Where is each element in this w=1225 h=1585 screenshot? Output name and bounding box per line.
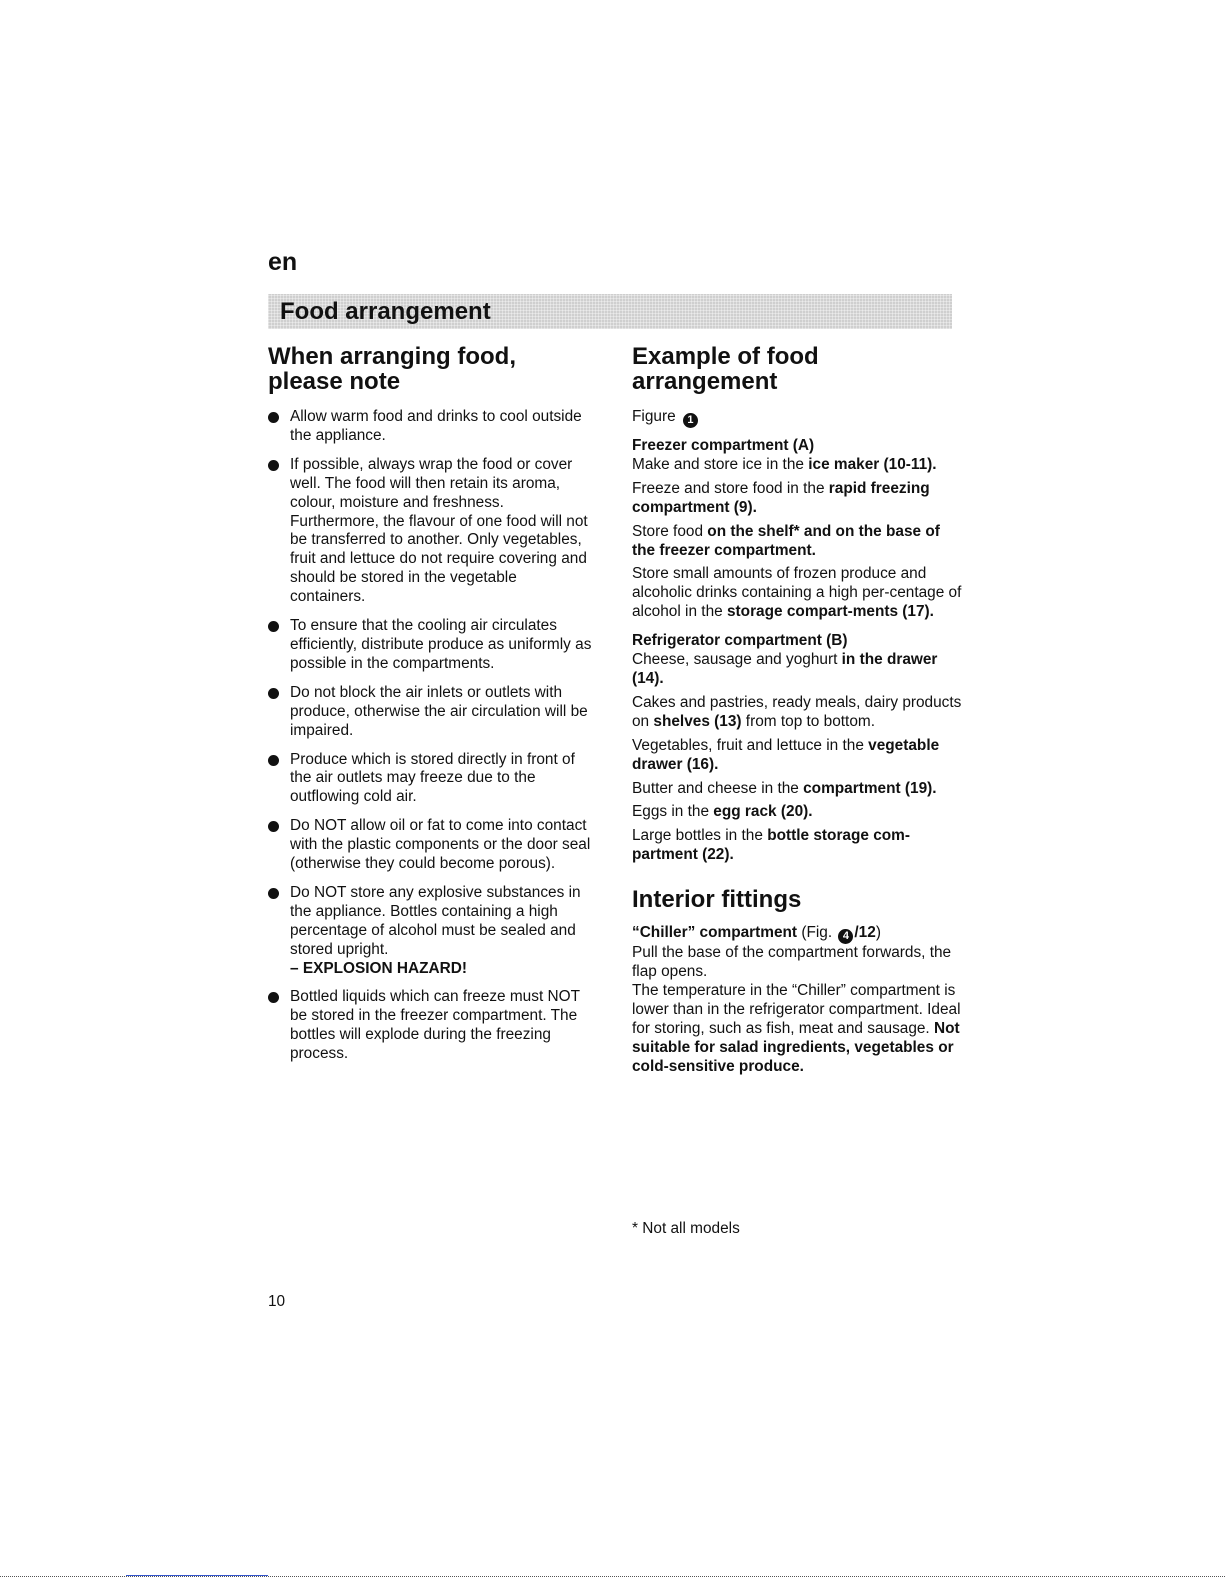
page-number: 10	[268, 1293, 286, 1310]
right-heading: Example of food arrangement	[632, 343, 819, 395]
fridge-subheading: Refrigerator compartment (B)	[632, 632, 848, 650]
fridge-paragraph: Butter and cheese in the compartment (19).	[632, 779, 937, 797]
left-column	[268, 344, 596, 1074]
fridge-paragraph: Cakes and pastries, ready meals, dairy products on shelves (13) from top to bottom.	[632, 693, 962, 730]
freezer-subheading: Freezer compartment (A)	[632, 437, 815, 454]
left-heading: When arranging food, please note	[268, 343, 516, 395]
freezer-paragraph: Store food on the shelf* and on the base of the freezer compartment.	[632, 522, 940, 559]
list-item: Do NOT store any explosive substances in the appliance. Bottles containing a high percentage of alcohol must be sealed and stored upright. – EXPLOSION HAZARD!	[268, 884, 596, 979]
right-column	[632, 344, 962, 1081]
fridge-paragraph: Eggs in the egg rack (20).	[632, 803, 813, 821]
list-item: Bottled liquids which can freeze must NOT be stored in the freezer compartment. The bottles will explode during the freezing process.	[268, 988, 596, 1064]
language-code: en	[268, 248, 298, 276]
bullet-icon	[268, 755, 279, 766]
page-bottom-divider	[0, 1576, 1225, 1577]
freezer-paragraph: Freezer compartment (A) Make and store ice in the ice maker (10-11).	[632, 437, 962, 475]
figure-reference: Figure 1	[632, 408, 962, 428]
section-title-bar	[268, 294, 952, 329]
bullet-icon	[268, 888, 279, 899]
bullet-icon	[268, 412, 279, 423]
chiller-subheading: “Chiller” compartment	[632, 924, 798, 942]
explosion-warning: – EXPLOSION HAZARD!	[290, 959, 468, 977]
figure-number-icon: 1	[683, 413, 698, 428]
section-title: Food arrangement	[280, 298, 491, 325]
figure-number-icon: 4	[838, 929, 853, 944]
list-item: Allow warm food and drinks to cool outside the appliance.	[268, 408, 596, 446]
bullet-icon	[268, 460, 279, 471]
bullet-icon	[268, 821, 279, 832]
bullet-icon	[268, 621, 279, 632]
freezer-paragraph: Store small amounts of frozen produce and alcoholic drinks containing a high per-centage of alcohol in the storage compart-ments (17).	[632, 565, 962, 621]
list-item: Produce which is stored directly in front of the air outlets may freeze due to the outflowing cold air.	[268, 751, 596, 808]
freezer-paragraph: Freeze and store food in the rapid freezing compartment (9).	[632, 479, 930, 516]
fridge-paragraph: Vegetables, fruit and lettuce in the vegetable drawer (16).	[632, 736, 940, 773]
notes-list	[268, 408, 596, 1064]
fridge-paragraph: Refrigerator compartment (B) Cheese, sausage and yoghurt in the drawer (14).	[632, 632, 962, 689]
list-item: To ensure that the cooling air circulates efficiently, distribute produce as uniformly as possible in the compartments.	[268, 617, 596, 674]
footnote: * Not all models	[632, 1220, 740, 1237]
list-item: If possible, always wrap the food or cover well. The food will then retain its aroma, colour, moisture and freshness. Furthermore, the flavour of one food will not be transferred to another. Only vegetables, fruit and lettuce do not require covering and should be stored in the vegetable containers.	[268, 456, 596, 607]
interior-heading: Interior fittings	[632, 886, 802, 914]
bullet-icon	[268, 688, 279, 699]
chiller-paragraph: “Chiller” compartment (Fig. 4 /12) Pull the base of the compartment forwards, the flap opens. The temperature in the “Chiller” compartment is lower than in the refrigerator compartment. Ideal for storing, such as fish, meat and sausage. Not suitable for salad ingredients, vegetables or cold-sensitive produce.	[632, 924, 961, 1075]
list-item: Do NOT allow oil or fat to come into contact with the plastic components or the door seal (otherwise they could become porous).	[268, 817, 596, 874]
bullet-icon	[268, 992, 279, 1003]
list-item: Do not block the air inlets or outlets with produce, otherwise the air circulation will be impaired.	[268, 684, 596, 741]
fridge-paragraph: Large bottles in the bottle storage com-partment (22).	[632, 827, 910, 864]
page-bottom-accent-line	[126, 1575, 268, 1576]
